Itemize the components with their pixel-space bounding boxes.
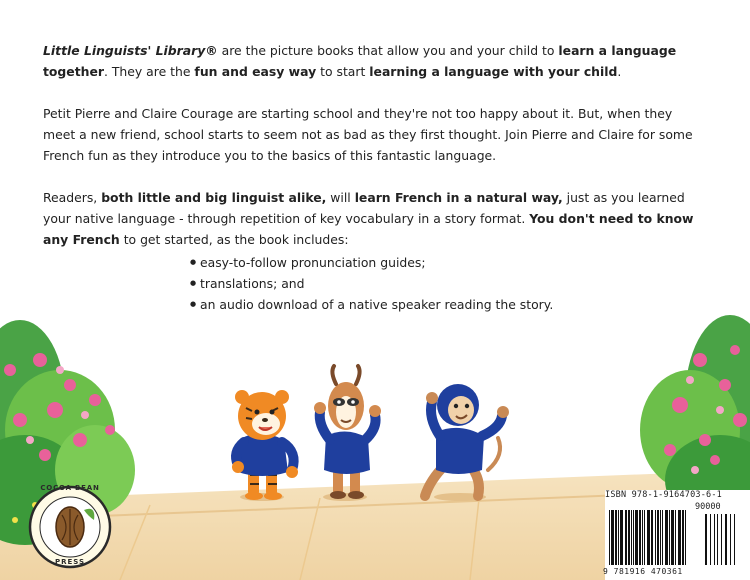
- readers-paragraph: [43, 187, 708, 250]
- readers-highlight-2: learn French in a natural way,: [354, 190, 563, 205]
- readers-text-3: just as you learned your native language - through repetition of key vocabulary in a story format.: [43, 190, 685, 226]
- intro-highlight-1: learn a language together: [43, 43, 677, 79]
- intro-paragraph: [43, 40, 708, 82]
- tiger-character: [232, 390, 298, 501]
- intro-text-4: .: [617, 64, 622, 79]
- series-name: Little Linguists' Library®: [43, 43, 218, 58]
- readers-text-1: Readers,: [43, 190, 102, 205]
- readers-text-4: to get started, as the book includes:: [119, 232, 349, 247]
- list-item: ● translations; and: [190, 273, 553, 294]
- list-item: ● an audio download of a native speaker reading the story.: [190, 294, 553, 315]
- intro-text-1: are the picture books that allow you and your child to: [217, 43, 559, 58]
- publisher-line1: COCOA BEAN: [40, 484, 100, 492]
- goat-character: [314, 366, 381, 501]
- intro-highlight-2: fun and easy way: [194, 64, 317, 79]
- story-paragraph: Petit Pierre and Claire Courage are starting school and they're not too happy about it. But, when they meet a new friend, school starts to seem not as bad as they first thought. Join Pierre and Claire for some French fun as they introduce you to the basics of this fantastic language.: [43, 106, 693, 163]
- price-code: 90000: [695, 502, 721, 512]
- ean-number: 9 781916 470361: [603, 567, 683, 576]
- publisher-logo: [30, 487, 110, 567]
- isbn-number: ISBN 978-1-9164703-6-1: [605, 490, 722, 500]
- publisher-line2: PRESS: [54, 558, 86, 566]
- intro-highlight-3: learning a language with your child: [369, 64, 618, 79]
- readers-highlight-1: both little and big linguist alike,: [101, 190, 327, 205]
- list-item: ● easy-to-follow pronunciation guides;: [190, 252, 553, 273]
- publisher-name-bottom: [30, 558, 110, 566]
- readers-text-2: will: [326, 190, 355, 205]
- publisher-name: [30, 484, 110, 492]
- features-list: [190, 252, 553, 315]
- intro-text-3: to start: [316, 64, 370, 79]
- intro-text-2: . They are the: [103, 64, 195, 79]
- description: [43, 40, 708, 271]
- readers-highlight-3: You don't need to know any French: [43, 211, 694, 247]
